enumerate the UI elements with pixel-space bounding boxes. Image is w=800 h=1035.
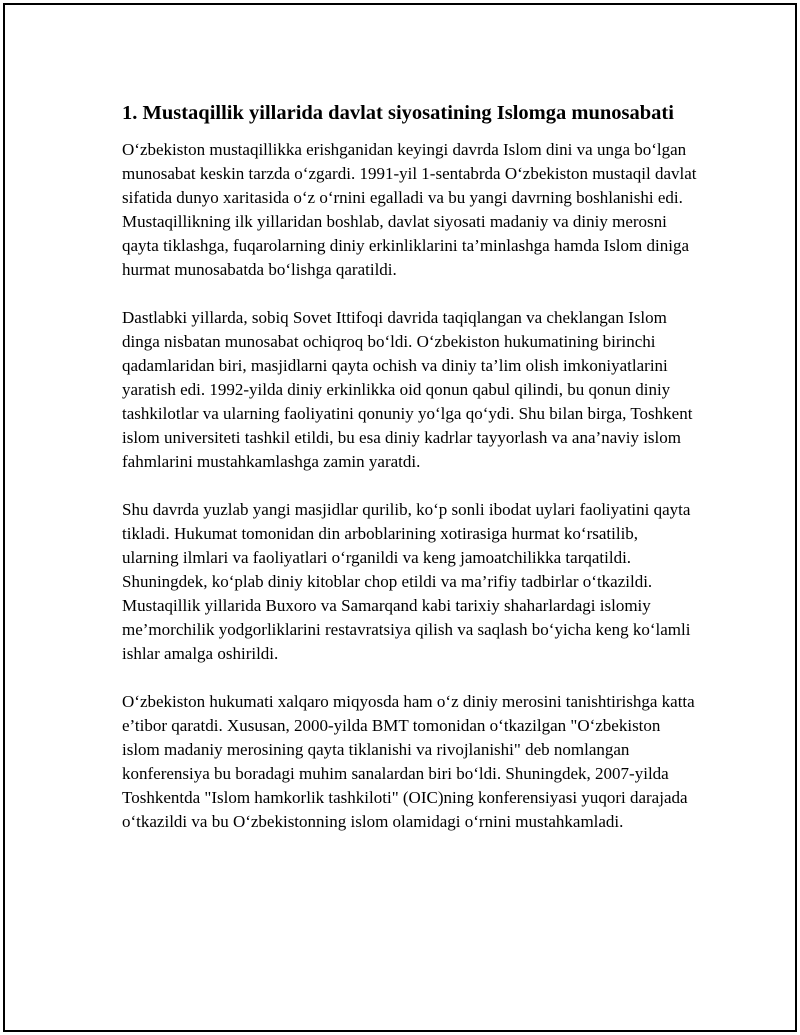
page-frame: [3, 3, 797, 1032]
paragraph-3: Shu davrda yuzlab yangi masjidlar qurilib, ko‘p sonli ibodat uylari faoliyatini qayta tikladi. Hukumat tomonidan din arboblarining xotirasiga hurmat ko‘rsatilib, ularning ilmlari va faoliyatlari o‘rganildi va keng jamoatchilikka tarqatildi. Shuningdek, ko‘plab diniy kitoblar chop etildi va ma’rifiy tadbirlar o‘tkazildi. Mustaqillik yillarida Buxoro va Samarqand kabi tarixiy shaharlardagi islomiy me’morchilik yodgorliklarini restavratsiya qilish va saqlash bo‘yicha keng ko‘lamli ishlar amalga oshirildi.: [122, 500, 691, 663]
paragraph-1: O‘zbekiston mustaqillikka erishganidan keyingi davrda Islom dini va unga bo‘lgan munosabat keskin tarzda o‘zgardi. 1991-yil 1-sentabrda O‘zbekiston mustaqil davlat sifatida dunyo xaritasida o‘z o‘rnini egalladi va bu yangi davrning boshlanishi edi. Mustaqillikning ilk yillaridan boshlab, davlat siyosati madaniy va diniy merosni qayta tiklashga, fuqarolarning diniy erkinliklarini ta’minlashga hamda Islom diniga hurmat munosabatda bo‘lishga qaratildi.: [122, 140, 697, 279]
document-body: [122, 99, 697, 858]
paragraph-2: Dastlabki yillarda, sobiq Sovet Ittifoqi davrida taqiqlangan va cheklangan Islom dinga nisbatan munosabat ochiqroq bo‘ldi. O‘zbekiston hukumatining birinchi qadamlaridan biri, masjidlarni qayta ochish va diniy ta’lim olish imkoniyatlarini yaratish edi. 1992-yilda diniy erkinlikka oid qonun qabul qilindi, bu qonun diniy tashkilotlar va ularning faoliyatini qonuniy yo‘lga qo‘ydi. Shu bilan birga, Toshkent islom universiteti tashkil etildi, bu esa diniy kadrlar tayyorlash va ana’naviy islom fahmlarini mustahkamlashga zamin yaratdi.: [122, 308, 693, 471]
paragraph-4: O‘zbekiston hukumati xalqaro miqyosda ham o‘z diniy merosini tanishtirishga katta e’tibor qaratdi. Xususan, 2000-yilda BMT tomonidan o‘tkazilgan "O‘zbekiston islom madaniy merosining qayta tiklanishi va rivojlanishi" deb nomlangan konferensiya bu boradagi muhim sanalardan biri bo‘ldi. Shuningdek, 2007-yilda Toshkentda "Islom hamkorlik tashkiloti" (OIC)ning konferensiyasi yuqori darajada o‘tkazildi va bu O‘zbekistonning islom olamidagi o‘rnini mustahkamladi.: [122, 692, 695, 831]
section-heading: 1. Mustaqillik yillarida davlat siyosatining Islomga munosabati: [122, 102, 674, 124]
